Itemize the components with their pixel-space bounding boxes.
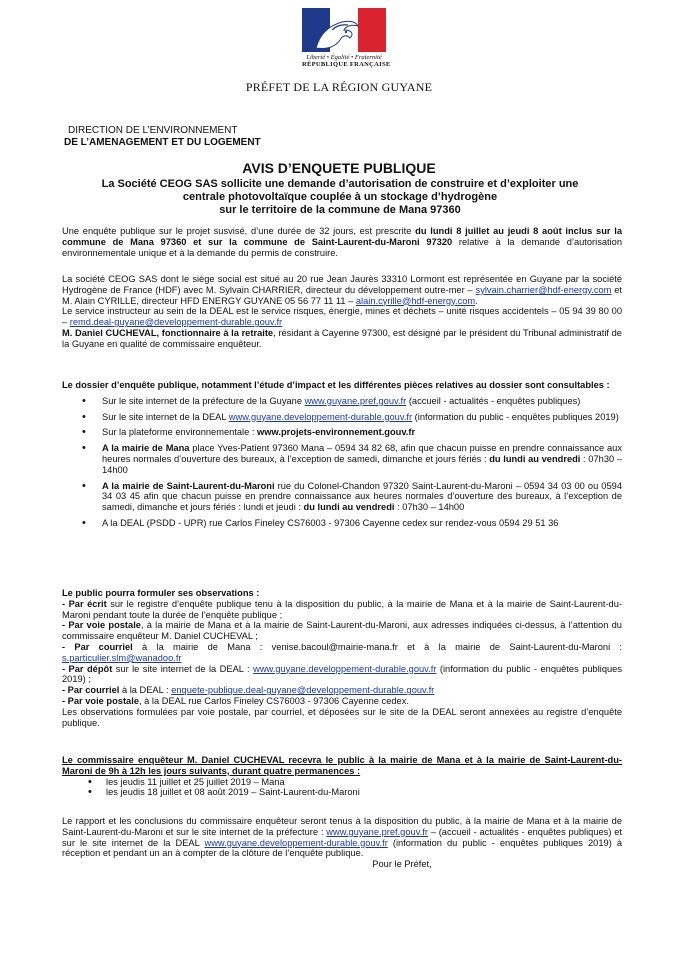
deal-site-link[interactable]: www.guyane.developpement-durable.gouv.fr [228, 411, 413, 422]
item-bold: A la mairie de Saint-Laurent-du-Maroni [102, 480, 275, 491]
obs-bold: - Par courriel [62, 641, 133, 652]
rapport-deal-link[interactable]: www.guyane.developpement-durable.gouv.fr [204, 837, 388, 848]
list-item [62, 427, 622, 438]
permanences-list [62, 777, 622, 799]
republic-name: RÉPUBLIQUE FRANÇAISE [302, 61, 391, 68]
company-paragraph [62, 274, 622, 350]
charrier-email-link[interactable]: sylvain.charrier@hdf-energy.com [475, 284, 612, 295]
company-text-2: et M. Alain CYRILLE, directeur HFD ENERGY GUYANE 05 56 77 11 11 – [62, 284, 622, 306]
list-item [62, 481, 622, 513]
observations-closing: Les observations formulées par voie postale, par courriel, et déposées sur le site de la DEAL seront annexées au registre d’enquête publique. [62, 706, 622, 728]
company-text: La société CEOG SAS dont le siège social est situé au 20 rue Jean Jaurès 33310 Lormont est représentée en Guyane par la société Hydrogène de France (HDF) avec M. Sylvain CHARRIER, directeur du développement outre-mer – [62, 274, 622, 295]
item-text: rue du Colonel-Chandon 97320 Saint-Laurent-du-Maroni – 0594 34 03 00 ou 0594 34 03 45 afin que chacun puisse en prendre connaissance aux heures normales d’ouverture des bureaux, à l’exception de samedi, dimanche et jours fériés : lundi et jeudi : [102, 480, 622, 513]
item-bold-2: du lundi au vendredi [303, 502, 395, 513]
item-bold: A la mairie de Mana [102, 443, 190, 454]
intro-dates: du lundi 8 juillet au jeudi 8 août inclus sur la commune de Mana 97360 et sur la commune de Saint-Laurent-du-Maroni 97320 [62, 226, 622, 247]
item-text-2: (information du public - enquêtes publiques 2019) [412, 411, 619, 422]
subtitle-line-1: La Société CEOG SAS sollicite une demande d’autorisation de construire et d’exploiter une [101, 178, 579, 190]
dossier-heading: Le dossier d’enquête publique, notamment l’étude d’impact et les différentes pièces relatives au dossier sont consultables : [62, 380, 610, 390]
subtitle-line-2: centrale photovoltaïque couplée à un stockage d’hydrogène [182, 191, 498, 203]
item-text-2: : 07h30 – 14h00 [102, 453, 622, 475]
rapport-prefecture-link[interactable]: www.guyane.pref.gouv.fr [326, 826, 428, 837]
permanences-heading: Le commissaire enquêteur M. Daniel CUCHEVAL recevra le public à la mairie de Mana et à la mairie de Saint-Laurent-du-Maroni de 9h à 12h les jours suivants, durant quatre permanences : [62, 755, 622, 776]
obs-text: , à la DEAL rue Carlos Fineley CS76003 - 97306 Cayenne cedex. [139, 695, 409, 706]
subtitle-line-3: sur le territoire de la commune de Mana 97360 [219, 204, 461, 216]
direction-line-2: DE L’AMENAGEMENT ET DU LOGEMENT [64, 137, 261, 148]
item-text: Sur le site internet de la DEAL [102, 411, 229, 422]
dossier-list [62, 396, 622, 529]
observations-section [62, 588, 622, 728]
obs-bold: - Par dépôt [62, 663, 113, 674]
direction-line-1: DIRECTION DE L’ENVIRONNEMENT [68, 125, 238, 136]
dossier-section [62, 380, 622, 534]
prefet-title: PRÉFET DE LA RÉGION GUYANE [245, 80, 433, 94]
list-item [62, 443, 622, 475]
intro-text: Une enquête publique sur le projet susvisé, d’une durée de 32 jours, est prescrite [62, 226, 416, 236]
permanences-section [62, 755, 622, 798]
marianne-logo [302, 8, 391, 68]
slm-email-link[interactable]: s.particulier.slm@wanadoo.fr [62, 652, 182, 663]
item-text-2: (accueil - actualités - enquêtes publiques) [406, 395, 581, 406]
obs-bold: - Par écrit [62, 598, 107, 609]
rapport-text: Le rapport et les conclusions du commissaire enquêteur seront tenus à la disposition du public, à la mairie de Mana et à la mairie de Saint-Laurent-du-Maroni et sur le site internet de la préfecture : [62, 816, 622, 837]
company-text-3: . [475, 295, 478, 306]
item-bold-2: du lundi au vendredi [489, 453, 581, 464]
intro-paragraph [62, 226, 622, 258]
item-text: A la DEAL (PSDD - UPR) rue Carlos Fineley CS76003 - 97306 Cayenne cedex sur rendez-vous 0594 29 51 36 [102, 517, 559, 528]
flag-icon [302, 8, 386, 52]
observations-heading: Le public pourra formuler ses observations : [62, 588, 260, 598]
cyrille-email-link[interactable]: alain.cyrille@hdf-energy.com [355, 295, 476, 306]
item-text: Sur la plateforme environnementale : [102, 427, 258, 438]
list-item [62, 518, 622, 529]
rapport-text-2: – (accueil - actualités - enquêtes publiques) et sur le site internet de la DEAL [62, 826, 622, 848]
commissaire-name: M. Daniel CUCHEVAL, fonctionnaire à la retraite [62, 327, 274, 338]
intro-text-2: relative à la demande d’autorisation environnementale unique et à la demande du permis de construire. [62, 236, 623, 258]
republic-motto: Liberté • Égalité • Fraternité [306, 54, 382, 61]
obs-text: à la DEAL : [119, 685, 172, 696]
item-text: Sur le site internet de la préfecture de la Guyane [102, 395, 305, 406]
notice-title: AVIS D’ENQUETE PUBLIQUE [242, 160, 436, 176]
obs-text: , à la mairie de Mana et à la mairie de Saint-Laurent-du-Maroni, aux adresses indiquées ci-dessus, à l’attention du commissaire enquêteur M. Daniel CUCHEVAL ; [62, 620, 622, 642]
direction-block [64, 125, 261, 149]
notice-subtitle [90, 178, 590, 217]
rapport-section [62, 816, 622, 870]
item-text: place Yves-Patient 97360 Mana – 0594 34 82 68, afin que chacun puisse en prendre connaissance aux heures normales d’ouverture des bureaux, à l’exception de samedi, dimanche et jours fériés : [102, 443, 623, 464]
obs-bold: - Par voie postale [62, 620, 141, 631]
deal-enquete-email-link[interactable]: enquete-publique.deal-guyane@developpement-durable.gouv.fr [171, 685, 435, 696]
obs-bold: - Par voie postale [62, 695, 139, 706]
list-item [62, 412, 622, 423]
remd-email-link[interactable]: remd.deal-guyane@developpement-durable.gouv.fr [69, 317, 283, 328]
deal-deposit-link[interactable]: www.guyane.developpement-durable.gouv.fr [253, 663, 437, 674]
obs-bold: - Par courriel [62, 685, 120, 696]
service-text: Le service instructeur au sein de la DEAL est le service risques, énergie, mines et déchets – unité risques accidentels – 05 94 39 80 00 – [62, 306, 622, 328]
item-text-2: : 07h30 – 14h00 [394, 502, 465, 513]
list-item [62, 396, 622, 407]
prefecture-site-link[interactable]: www.guyane.pref.gouv.fr [304, 395, 407, 406]
list-item: • les jeudis 11 juillet et 25 juillet 2019 – Mana [62, 777, 622, 788]
rapport-text-3: (information du public - enquêtes publiques 2019) à réception et pendant un an à compter de la clôture de l’enquête publique. [62, 837, 623, 859]
obs-text: sur le site internet de la DEAL : [112, 663, 254, 674]
list-item: • les jeudis 18 juillet et 08 août 2019 – Saint-Laurent-du-Maroni [62, 787, 622, 798]
commissaire-text: , résidant à Cayenne 97300, est désigné par le président du Tribunal administratif de la Guyane en qualité de commissaire enquêteur. [62, 327, 622, 349]
signature: Pour le Préfet, [372, 859, 432, 870]
environment-platform: www.projets-environnement.gouv.fr [257, 427, 416, 438]
obs-text: sur le registre d’enquête publique tenu à la disposition du public, à la mairie de Mana et à la mairie de Saint-Laurent-du-Maroni pendant toute la durée de l’enquête publique ; [62, 598, 622, 620]
obs-text: à la mairie de Mana : venise.bacoul@mairie-mana.fr et à la mairie de Saint-Laurent-du-Maroni : [132, 641, 622, 652]
obs-text-2: (information du public - enquêtes publiques 2019) ; [62, 663, 622, 685]
